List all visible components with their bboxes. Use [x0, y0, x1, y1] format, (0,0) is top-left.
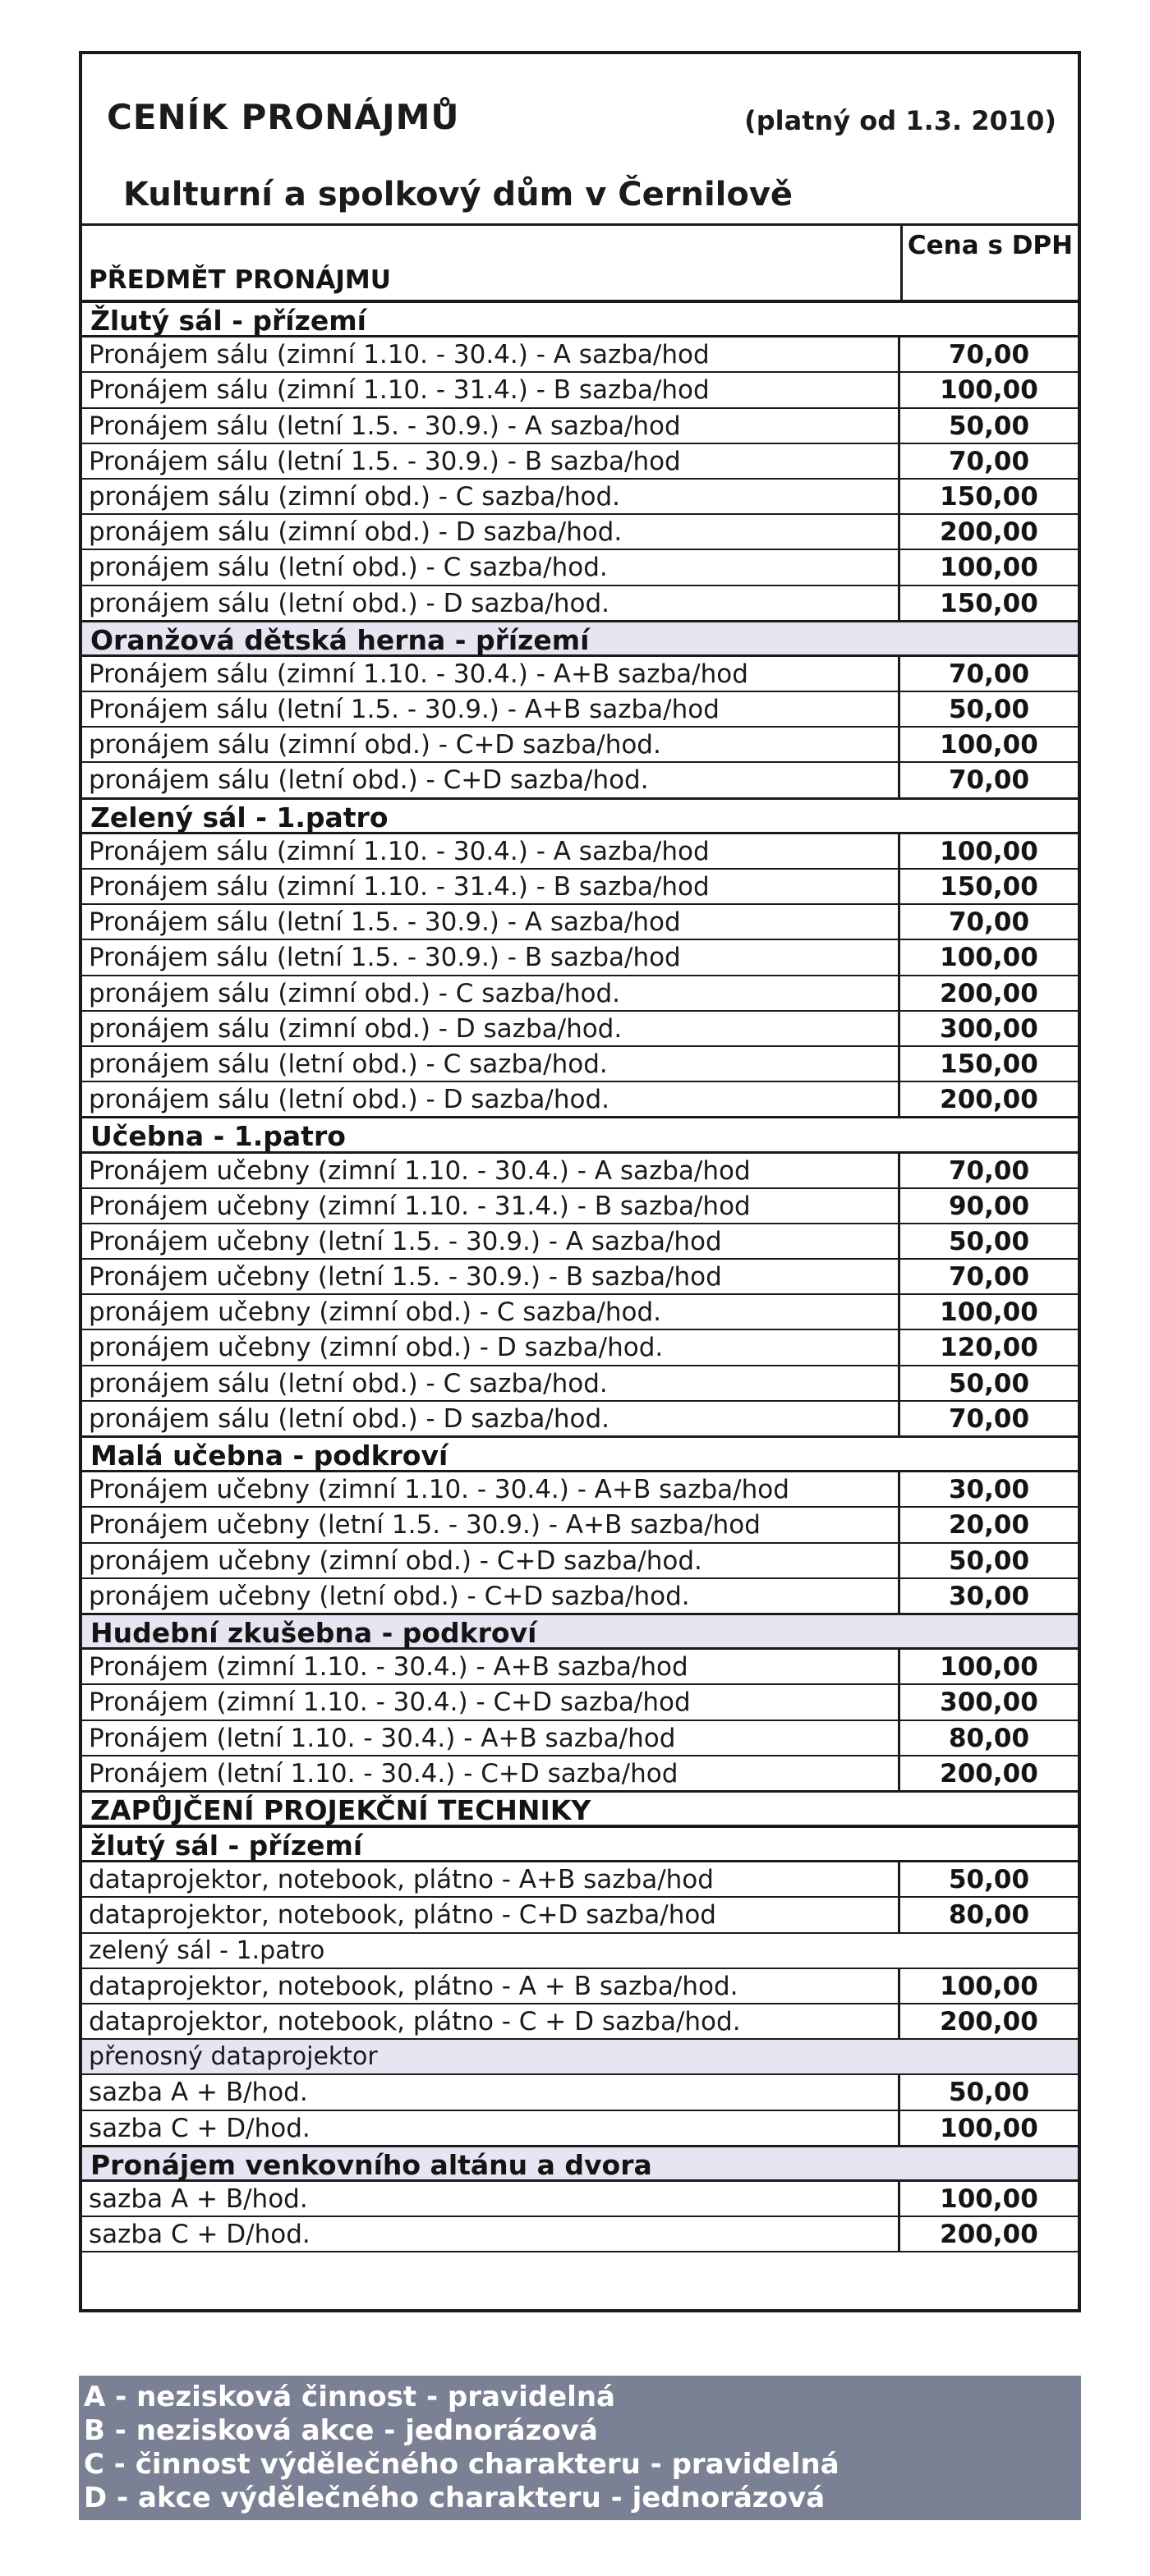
row-label: pronájem učebny (zimní obd.) - C+D sazba/hod. — [89, 1545, 702, 1576]
row-label: přenosný dataprojektor — [89, 2042, 378, 2072]
row-price: 200,00 — [898, 2004, 1078, 2038]
price-row — [82, 1366, 1078, 1402]
projection-subheading: žlutý sál - přízemí — [82, 1827, 1078, 1862]
row-label: dataprojektor, notebook, plátno - A+B sazba/hod — [89, 1865, 714, 1895]
row-label: Pronájem sálu (zimní 1.10. - 30.4.) - A+B sazba/hod — [89, 659, 748, 689]
row-label: pronájem sálu (letní obd.) - C sazba/hod. — [89, 1368, 608, 1398]
row-price: 70,00 — [898, 444, 1078, 478]
row-price: 50,00 — [898, 1224, 1078, 1258]
row-price: 100,00 — [898, 2111, 1078, 2145]
row-price: 150,00 — [898, 1047, 1078, 1081]
section-heading: Malá učebna - podkroví — [82, 1437, 1078, 1472]
projection-subheading — [82, 1934, 1078, 1969]
row-price: 50,00 — [898, 1862, 1078, 1896]
row-label: Pronájem sálu (letní 1.5. - 30.9.) - A sazba/hod — [89, 907, 681, 938]
price-row — [82, 373, 1078, 408]
row-price: 200,00 — [898, 2217, 1078, 2251]
row-price: 200,00 — [898, 515, 1078, 549]
row-price: 50,00 — [898, 1366, 1078, 1400]
projection-heading: ZAPŮJČENÍ PROJEKČNÍ TECHNIKY — [82, 1792, 1078, 1827]
price-row — [82, 1047, 1078, 1082]
price-row — [82, 2217, 1078, 2252]
row-label: sazba A + B/hod. — [89, 2078, 308, 2108]
price-list-body — [82, 302, 1078, 2252]
price-row — [82, 1969, 1078, 2004]
row-price: 150,00 — [898, 586, 1078, 620]
row-label: Pronájem sálu (zimní 1.10. - 31.4.) - B sazba/hod — [89, 872, 710, 902]
row-label: sazba A + B/hod. — [89, 2183, 308, 2214]
row-label: pronájem sálu (letní obd.) - D sazba/hod. — [89, 588, 610, 618]
price-row — [82, 1721, 1078, 1756]
price-row — [82, 1685, 1078, 1720]
price-row — [82, 2075, 1078, 2110]
row-price: 50,00 — [898, 2075, 1078, 2109]
row-label: Pronájem učebny (letní 1.5. - 30.9.) - B sazba/hod — [89, 1262, 722, 1293]
row-label: pronájem sálu (zimní obd.) - C sazba/hod. — [89, 978, 620, 1008]
row-label: pronájem sálu (zimní obd.) - C sazba/hod. — [89, 481, 620, 512]
row-price: 100,00 — [898, 550, 1078, 584]
row-price: 80,00 — [898, 1721, 1078, 1755]
row-label: Pronájem (zimní 1.10. - 30.4.) - C+D sazba/hod — [89, 1687, 691, 1718]
price-row — [82, 1650, 1078, 1685]
row-price: 50,00 — [898, 409, 1078, 443]
row-price: 30,00 — [898, 1472, 1078, 1506]
row-label: dataprojektor, notebook, plátno - C + D sazba/hod. — [89, 2007, 741, 2036]
price-row — [82, 1898, 1078, 1933]
price-row — [82, 444, 1078, 480]
row-label: Pronájem učebny (zimní 1.10. - 30.4.) - A+B sazba/hod — [89, 1475, 789, 1505]
price-row — [82, 976, 1078, 1012]
price-row — [82, 1012, 1078, 1047]
row-price: 70,00 — [898, 905, 1078, 939]
legend-item-b: B - nezisková akce - jednorázová — [84, 2414, 598, 2447]
legend-item-d: D - akce výdělečného charakteru - jednorázová — [84, 2482, 826, 2514]
price-row — [82, 1862, 1078, 1898]
row-label: Pronájem učebny (zimní 1.10. - 31.4.) - B sazba/hod — [89, 1191, 751, 1221]
row-label: sazba C + D/hod. — [89, 2113, 310, 2143]
price-row — [82, 1472, 1078, 1508]
rate-legend — [79, 2376, 1081, 2520]
row-label: Pronájem učebny (letní 1.5. - 30.9.) - A+B sazba/hod — [89, 1510, 761, 1541]
row-price: 120,00 — [898, 1330, 1078, 1364]
price-row — [82, 409, 1078, 444]
page-title: CENÍK PRONÁJMŮ — [107, 97, 460, 137]
price-list-header — [82, 54, 1078, 226]
row-label: Pronájem (letní 1.10. - 30.4.) - C+D sazba/hod — [89, 1758, 678, 1789]
row-label: Pronájem sálu (zimní 1.10. - 30.4.) - A sazba/hod — [89, 340, 710, 370]
row-label: pronájem sálu (letní obd.) - D sazba/hod. — [89, 1085, 610, 1115]
row-label: Pronájem sálu (letní 1.5. - 30.9.) - A+B sazba/hod — [89, 695, 720, 725]
price-row — [82, 1082, 1078, 1118]
row-price: 70,00 — [898, 337, 1078, 371]
section-heading: Hudební zkušebna - podkroví — [82, 1614, 1078, 1650]
row-label: Pronájem učebny (letní 1.5. - 30.9.) - A sazba/hod — [89, 1226, 722, 1256]
row-label: pronájem sálu (zimní obd.) - D sazba/hod. — [89, 517, 623, 548]
price-row — [82, 763, 1078, 798]
price-row — [82, 870, 1078, 905]
row-price: 100,00 — [898, 373, 1078, 406]
row-price: 30,00 — [898, 1579, 1078, 1613]
row-label: pronájem sálu (letní obd.) - C sazba/hod. — [89, 553, 608, 583]
row-price: 300,00 — [898, 1685, 1078, 1719]
row-label: pronájem sálu (zimní obd.) - D sazba/hod. — [89, 1013, 623, 1044]
column-header-row — [82, 226, 1078, 302]
price-list-table — [79, 51, 1081, 2312]
price-row — [82, 657, 1078, 692]
row-price: 150,00 — [898, 480, 1078, 513]
row-label: pronájem sálu (letní obd.) - C sazba/hod. — [89, 1049, 608, 1079]
row-label: Pronájem sálu (zimní 1.10. - 31.4.) - B sazba/hod — [89, 375, 710, 406]
section-heading: Učebna - 1.patro — [82, 1118, 1078, 1153]
row-label: dataprojektor, notebook, plátno - C+D sazba/hod — [89, 1900, 716, 1931]
section-heading: Žlutý sál - přízemí — [82, 302, 1078, 337]
price-row — [82, 337, 1078, 373]
row-label: Pronájem (letní 1.10. - 30.4.) - A+B sazba/hod — [89, 1723, 676, 1753]
price-row — [82, 1154, 1078, 1189]
row-price: 100,00 — [898, 728, 1078, 761]
row-label: pronájem učebny (letní obd.) - C+D sazba/hod. — [89, 1581, 690, 1611]
row-price: 100,00 — [898, 834, 1078, 868]
price-row — [82, 1544, 1078, 1579]
price-row — [82, 480, 1078, 515]
price-row — [82, 586, 1078, 622]
price-row — [82, 692, 1078, 728]
row-price: 150,00 — [898, 870, 1078, 903]
section-heading: Oranžová dětská herna - přízemí — [82, 622, 1078, 657]
price-row — [82, 1579, 1078, 1614]
row-price: 70,00 — [898, 1154, 1078, 1187]
page-subtitle: Kulturní a spolkový dům v Černilově — [123, 176, 794, 214]
row-label: Pronájem sálu (letní 1.5. - 30.9.) - B sazba/hod — [89, 446, 681, 476]
price-row — [82, 905, 1078, 940]
price-row — [82, 2111, 1078, 2147]
row-price: 200,00 — [898, 1756, 1078, 1790]
column-header-item: PŘEDMĚT PRONÁJMU — [89, 265, 391, 295]
row-price: 70,00 — [898, 763, 1078, 797]
row-price: 50,00 — [898, 692, 1078, 726]
price-row — [82, 728, 1078, 763]
price-row — [82, 1260, 1078, 1295]
price-row — [82, 1330, 1078, 1366]
outdoor-heading: Pronájem venkovního altánu a dvora — [82, 2147, 1078, 2182]
price-row — [82, 515, 1078, 550]
row-label: Pronájem sálu (zimní 1.10. - 30.4.) - A sazba/hod — [89, 836, 710, 866]
row-label: zelený sál - 1.patro — [89, 1935, 325, 1965]
row-price: 200,00 — [898, 1082, 1078, 1116]
row-price: 100,00 — [898, 1650, 1078, 1683]
row-price: 20,00 — [898, 1508, 1078, 1541]
row-label: pronájem učebny (zimní obd.) - C sazba/hod. — [89, 1297, 662, 1328]
price-row — [82, 1189, 1078, 1224]
row-label: pronájem učebny (zimní obd.) - D sazba/hod. — [89, 1333, 664, 1363]
projection-subheading — [82, 2040, 1078, 2075]
price-row — [82, 2182, 1078, 2217]
row-price: 70,00 — [898, 1402, 1078, 1435]
row-price: 100,00 — [898, 2182, 1078, 2216]
row-price: 100,00 — [898, 1969, 1078, 2003]
price-row — [82, 834, 1078, 870]
section-heading: Zelený sál - 1.patro — [82, 799, 1078, 834]
price-row — [82, 1402, 1078, 1437]
row-price: 100,00 — [898, 940, 1078, 974]
row-price: 300,00 — [898, 1012, 1078, 1045]
row-label: pronájem sálu (zimní obd.) - C+D sazba/hod. — [89, 730, 661, 760]
valid-from-note: (platný od 1.3. 2010) — [744, 105, 1056, 136]
price-row — [82, 1756, 1078, 1792]
price-row — [82, 2004, 1078, 2040]
row-price: 70,00 — [898, 657, 1078, 691]
row-price: 80,00 — [898, 1898, 1078, 1931]
row-label: sazba C + D/hod. — [89, 2220, 310, 2250]
row-price: 90,00 — [898, 1189, 1078, 1223]
row-label: dataprojektor, notebook, plátno - A + B sazba/hod. — [89, 1971, 738, 2001]
price-row — [82, 1295, 1078, 1330]
row-label: Pronájem (zimní 1.10. - 30.4.) - A+B sazba/hod — [89, 1652, 688, 1683]
legend-item-c: C - činnost výdělečného charakteru - pravidelná — [84, 2448, 840, 2481]
row-price: 100,00 — [898, 1295, 1078, 1329]
row-label: pronájem sálu (letní obd.) - C+D sazba/hod. — [89, 765, 649, 796]
row-price: 200,00 — [898, 976, 1078, 1010]
row-label: Pronájem sálu (letní 1.5. - 30.9.) - B sazba/hod — [89, 943, 681, 973]
row-label: Pronájem učebny (zimní 1.10. - 30.4.) - A sazba/hod — [89, 1155, 751, 1186]
price-row — [82, 940, 1078, 976]
price-row — [82, 1224, 1078, 1260]
row-price: 70,00 — [898, 1260, 1078, 1293]
row-label: pronájem sálu (letní obd.) - D sazba/hod. — [89, 1403, 610, 1434]
legend-item-a: A - nezisková činnost - pravidelná — [84, 2381, 615, 2413]
price-row — [82, 1508, 1078, 1543]
row-price: 50,00 — [898, 1544, 1078, 1577]
row-label: Pronájem sálu (letní 1.5. - 30.9.) - A sazba/hod — [89, 411, 681, 441]
column-header-price: Cena s DPH — [900, 226, 1078, 300]
price-row — [82, 550, 1078, 585]
